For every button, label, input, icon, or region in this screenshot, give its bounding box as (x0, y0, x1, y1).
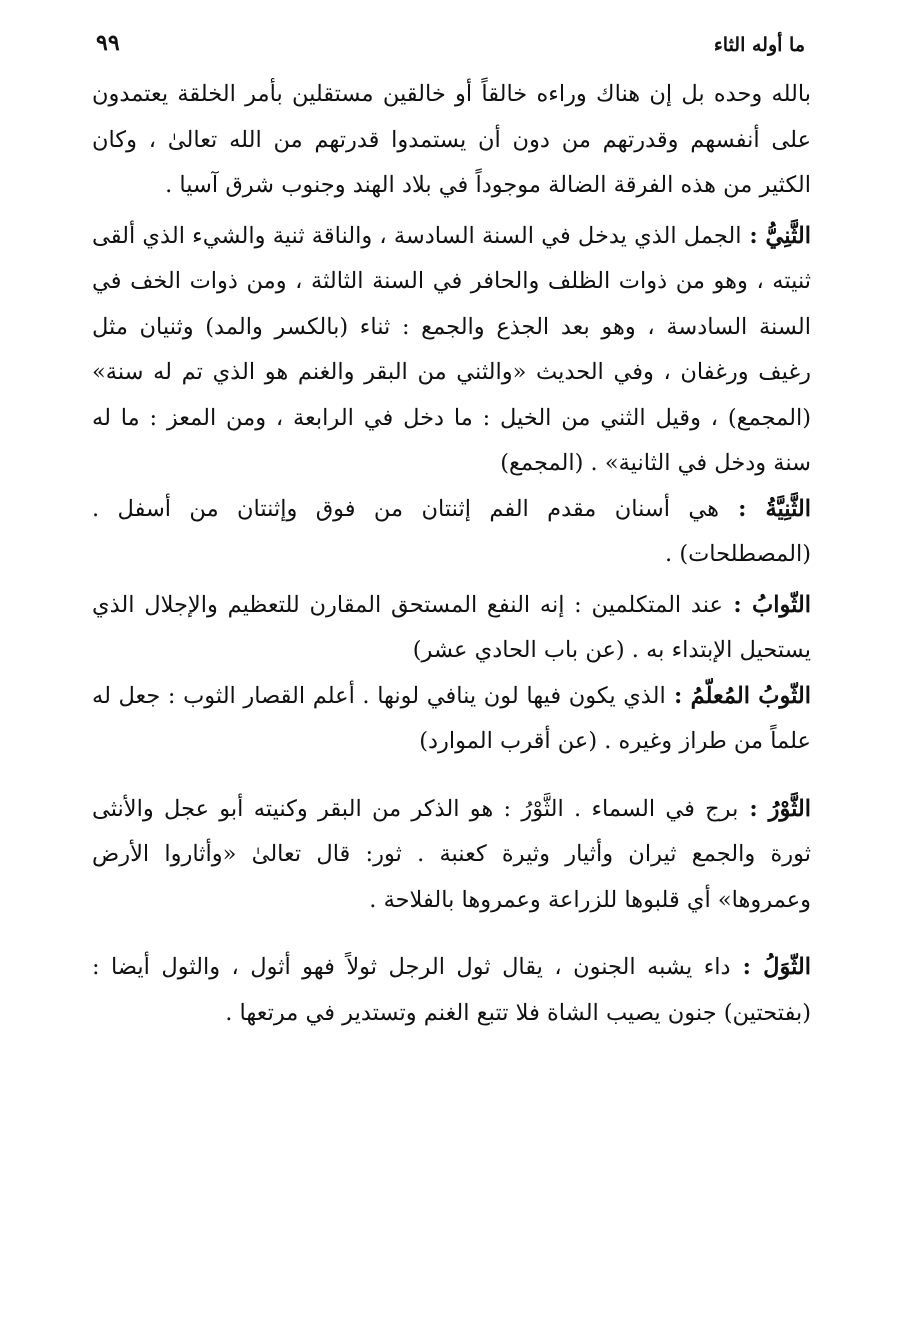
entry-al-thawr: الثَّوْرُ : برج في السماء . الثَّوْرُ : هو الذكر من البقر وكنيته أبو عجل والأنثى ثورة والجمع ثيران وأثيار وثيرة كعنبة . ثور: قال تعالىٰ «وأثاروا الأرض وعمروها» أي قلبوها للزراعة وعمروها بالفلاحة . (92, 795, 811, 913)
entry-definition: الجمل الذي يدخل في السنة السادسة ، والناقة ثنية والشيء الذي ألقى ثنيته ، وهو من ذوات الظلف والحافر في السنة الثالثة ، ومن ذوات الخف في السنة السادسة ، وهو بعد الجذع والجمع : ثناء (بالكسر والمد) وثنيان مثل رغيف ورغفان ، وفي الحديث «والثني من البقر والغنم هو الذي تم له سنة» (المجمع) ، وقيل الثني من الخيل : ما دخل في الرابعة ، ومن المعز : ما له سنة ودخل في الثانية» . (المجمع) (92, 222, 811, 476)
page-body (92, 72, 811, 1036)
entry-term: الثّوابُ (752, 591, 811, 618)
entry-al-thawal: الثّوَلُ : داء يشبه الجنون ، يقال ثول الرجل ثولاً فهو أثول ، والثول أيضا : (بفتحتين) جنون يصيب الشاة فلا تتبع الغنم وتستدير في مرتعها . (92, 954, 811, 1026)
intro-paragraph: بالله وحده بل إن هناك وراءه خالقاً أو خالقين مستقلين بأمر الخلقة يعتمدون على أنفسهم وقدرتهم من دون أن يستمدوا قدرتهم من الله تعالىٰ ، وكان الكثير من هذه الفرقة الضالة موجوداً في بلاد الهند وجنوب شرق آسيا . (92, 81, 811, 198)
entry-term: الثَّنِيُّ (765, 222, 811, 249)
entry-al-thawb-al-muallam: الثّوبُ المُعلّمُ : الذي يكون فيها لون ينافي لونها . أعلم القصار الثوب : جعل له علماً من طراز وغيره . (عن أقرب الموارد) (92, 682, 811, 754)
page-number: ٩٩ (96, 30, 120, 56)
entry-term: الثَّنِيَّةُ (765, 495, 811, 522)
entry-al-thani: الثَّنِيُّ : الجمل الذي يدخل في السنة السادسة ، والناقة ثنية والشيء الذي ألقى ثنيته ، وهو من ذوات الظلف والحافر في السنة الثالثة ، ومن ذوات الخف في السنة السادسة ، وهو بعد الجذع والجمع : ثناء (بالكسر والمد) وثنيان مثل رغيف ورغفان ، وفي الحديث «والثني من البقر والغنم هو الذي تم له سنة» (المجمع) ، وقيل الثني من الخيل : ما دخل في الرابعة ، ومن المعز : ما له سنة ودخل في الثانية» . (المجمع) (92, 222, 811, 476)
entry-definition: هي أسنان مقدم الفم إثنتان من فوق وإثنتان من أسفل . (المصطلحات) . (92, 495, 811, 567)
running-header (92, 26, 805, 66)
entry-definition: داء يشبه الجنون ، يقال ثول الرجل ثولاً فهو أثول ، والثول أيضا : (بفتحتين) جنون يصيب الشاة فلا تتبع الغنم وتستدير في مرتعها . (92, 954, 811, 1026)
entry-al-thaniyya: الثَّنِيَّةُ : هي أسنان مقدم الفم إثنتان من فوق وإثنتان من أسفل . (المصطلحات) . (92, 495, 811, 567)
entry-term: الثّوبُ المُعلّمُ (690, 682, 811, 709)
entry-al-thawab: الثّوابُ : عند المتكلمين : إنه النفع المستحق المقارن للتعظيم والإجلال الذي يستحيل الإبتداء به . (عن باب الحادي عشر) (92, 591, 811, 663)
running-title: ما أوله الثاء (713, 34, 805, 56)
entry-term: الثّوَلُ (763, 954, 811, 980)
entry-term: الثَّوْرُ (768, 795, 811, 822)
entry-definition: برج في السماء . الثَّوْرُ : هو الذكر من البقر وكنيته أبو عجل والأنثى ثورة والجمع ثيران وأثيار وثيرة كعنبة . ثور: قال تعالىٰ «وأثاروا الأرض وعمروها» أي قلبوها للزراعة وعمروها بالفلاحة . (92, 795, 811, 913)
entry-definition: عند المتكلمين : إنه النفع المستحق المقارن للتعظيم والإجلال الذي يستحيل الإبتداء به . (عن باب الحادي عشر) (92, 591, 811, 663)
entry-definition: الذي يكون فيها لون ينافي لونها . أعلم القصار الثوب : جعل له علماً من طراز وغيره . (عن أقرب الموارد) (92, 682, 811, 754)
